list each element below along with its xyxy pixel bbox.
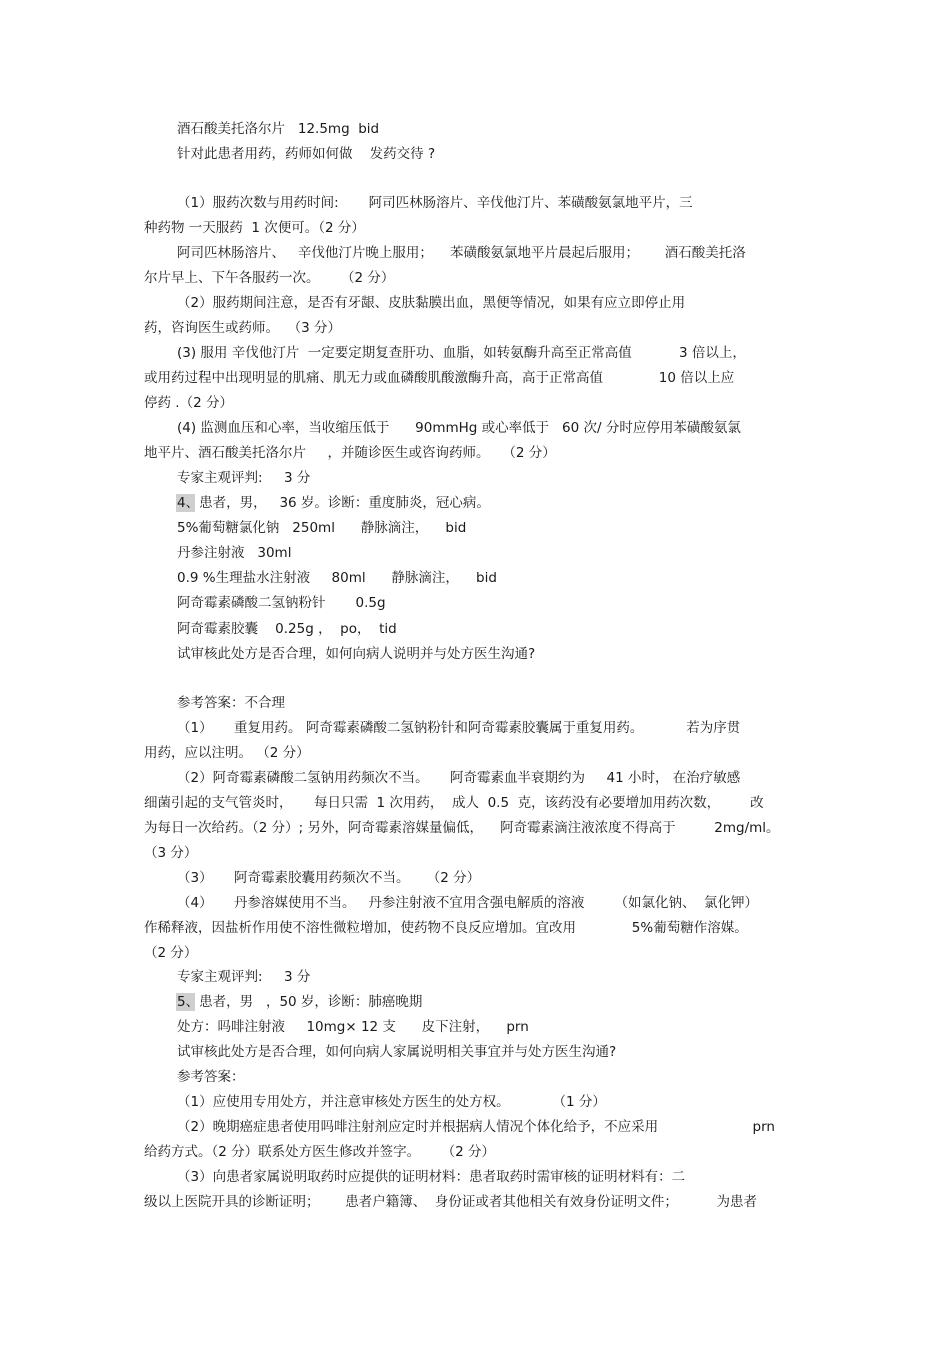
text-line: （2）晚期癌症患者使用吗啡注射剂应定时并根据病人情况个体化给予，不应采用 prn xyxy=(177,1119,775,1135)
text-line: 药，咨询医生或药师。 （3 分） xyxy=(144,320,341,336)
text-line: (4) 监测血压和心率，当收缩压低于 90mmHg 或心率低于 60 次/ 分时应停用苯磺酸氨氯 xyxy=(177,420,741,436)
text-line: （3） 阿奇霉素胶囊用药频次不当。 （2 分） xyxy=(177,870,481,886)
text-line: 停药 .（2 分） xyxy=(144,395,233,411)
text-line: 5%葡萄糖氯化钠 250ml 静脉滴注， bid xyxy=(177,520,467,536)
text-line: （2）阿奇霉素磷酸二氢钠用药频次不当。 阿奇霉素血半衰期约为 41 小时， 在治疗敏感 xyxy=(177,770,741,786)
text-line: 为每日一次给药。（2 分）; 另外，阿奇霉素溶媒量偏低， 阿奇霉素滴注液浓度不得高于 2mg/ml。 xyxy=(144,820,780,836)
text-line: 阿奇霉素胶囊 0.25g ， po， tid xyxy=(177,621,397,637)
text-line: 或用药过程中出现明显的肌痛、肌无力或血磷酸肌酸激酶升高，高于正常高值 10 倍以上应 xyxy=(144,370,735,386)
text-line: 细菌引起的支气管炎时， 每日只需 1 次用药， 成人 0.5 克，该药没有必要增加用药次数， 改 xyxy=(144,795,764,811)
text-line: 给药方式。（2 分）联系处方医生修改并签字。 （2 分） xyxy=(144,1144,495,1160)
text-line: 阿司匹林肠溶片、 辛伐他汀片晚上服用； 苯磺酸氨氯地平片晨起后服用； 酒石酸美托洛 xyxy=(177,245,746,261)
text-line: 参考答案： xyxy=(177,1069,245,1085)
text-line: 用药，应以注明。 （2 分） xyxy=(144,745,310,761)
text-line: 5、患者，男 ，50 岁，诊断：肺癌晚期 xyxy=(177,994,423,1010)
text-line: 试审核此处方是否合理，如何向病人家属说明相关事宜并与处方医生沟通? xyxy=(177,1044,617,1060)
text-line: （3）向患者家属说明取药时应提供的证明材料：患者取药时需审核的证明材料有：二 xyxy=(177,1169,686,1185)
text-line: （2 分） xyxy=(144,945,198,961)
text-line: 酒石酸美托洛尔片 12.5mg bid xyxy=(177,121,380,137)
text-line: 4、患者，男， 36 岁。诊断：重度肺炎，冠心病。 xyxy=(177,495,490,511)
text-line: （1）服药次数与用药时间: 阿司匹林肠溶片、辛伐他汀片、苯磺酸氨氯地平片，三 xyxy=(177,195,693,211)
text-line: 参考答案：不合理 xyxy=(177,695,285,711)
text-line: 作稀释液，因盐析作用使不溶性微粒增加，使药物不良反应增加。宜改用 5%葡萄糖作溶媒。 xyxy=(144,920,748,936)
text-line: （1） 重复用药。 阿奇霉素磷酸二氢钠粉针和阿奇霉素胶囊属于重复用药。 若为序贯 xyxy=(177,720,741,736)
text-line: 试审核此处方是否合理，如何向病人说明并与处方医生沟通? xyxy=(177,646,536,662)
text-line: （3 分） xyxy=(144,845,198,861)
text-line: 地平片、酒石酸美托洛尔片 ，并随诊医生或咨询药师。 （2 分） xyxy=(144,445,556,461)
text-line: 0.9 %生理盐水注射液 80ml 静脉滴注， bid xyxy=(177,570,497,586)
text-line: 专家主观评判: 3 分 xyxy=(177,969,311,985)
text-line: 级以上医院开具的诊断证明； 患者户籍簿、 身份证或者其他相关有效身份证明文件； 为患者 xyxy=(144,1194,757,1210)
text-line: 种药物 一天服药 1 次便可。（2 分） xyxy=(144,220,365,236)
text-line: 专家主观评判: 3 分 xyxy=(177,470,311,486)
text-line: （2）服药期间注意，是否有牙龈、皮肤黏膜出血，黑便等情况，如果有应立即停止用 xyxy=(177,295,686,311)
text-line: （1）应使用专用处方，并注意审核处方医生的处方权。 （1 分） xyxy=(177,1094,606,1110)
text-line: 阿奇霉素磷酸二氢钠粉针 0.5g xyxy=(177,595,386,611)
text-line: （4） 丹参溶媒使用不当。 丹参注射液不宜用含强电解质的溶液 （如氯化钠、 氯化钾） xyxy=(177,895,759,911)
text-line: 针对此患者用药，药师如何做 发药交待 ? xyxy=(177,146,436,162)
text-line: 处方：吗啡注射液 10mg× 12 支 皮下注射， prn xyxy=(177,1019,529,1035)
text-line: 丹参注射液 30ml xyxy=(177,545,292,561)
text-line: 尔片早上、下午各服药一次。 （2 分） xyxy=(144,270,395,286)
text-line: (3) 服用 辛伐他汀片 一定要定期复查肝功、血脂，如转氨酶升高至正常高值 3 倍以上， xyxy=(177,345,746,361)
